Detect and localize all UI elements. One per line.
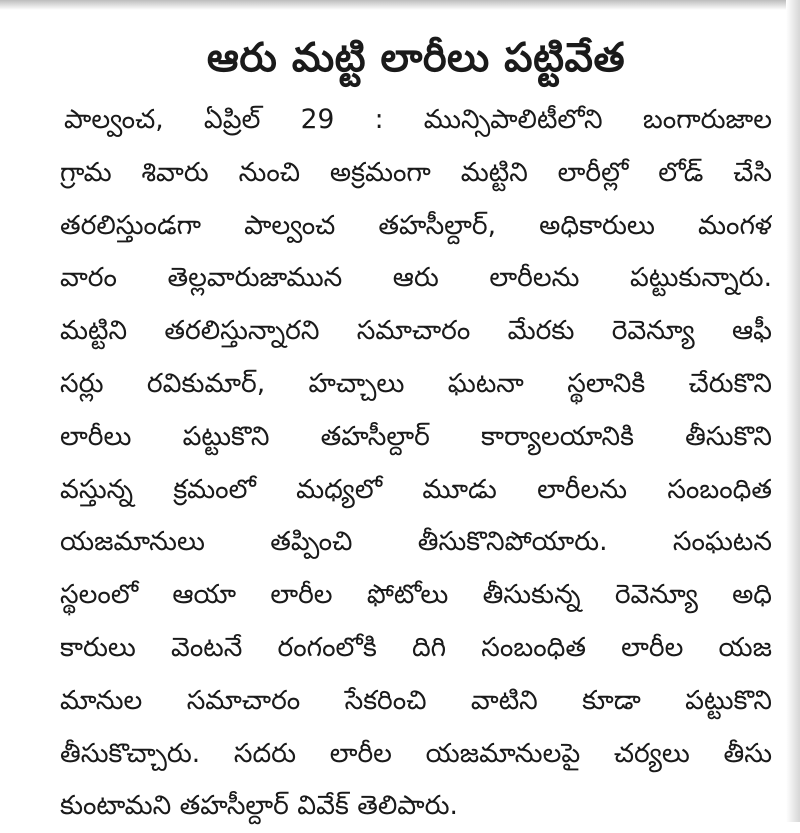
article-line: గ్రామ శివారు నుంచి అక్రమంగా మట్టిని లారీల్లో లోడ్ చేసి [60,156,772,188]
article-line: యజమానులు తప్పించి తీసుకొనిపోయారు. సంఘటన [60,526,772,558]
article-line: స్థలంలో ఆయా లారీల ఫోటోలు తీసుకున్న రెవెన్యూ అధి [60,579,772,611]
article-line: మానుల సమాచారం సేకరించి వాటిని కూడా పట్టుకొని [60,684,772,716]
article-line: సర్లు రవికుమార్, హచ్చాలు ఘటనా స్థలానికి చేరుకొని [60,367,772,399]
article-line: కారులు వెంటనే రంగంలోకి దిగి సంబంధిత లారీల యజ [60,631,772,663]
page-edge-shadow [786,0,800,822]
article-headline: ఆరు మట్టి లారీలు పట్టివేత [206,35,626,81]
article-line: తీసుకొచ్చారు. సదరు లారీల యజమానులపై చర్యలు తీసు [60,737,772,769]
article-line: మట్టిని తరలిస్తున్నారని సమాచారం మేరకు రెవెన్యూ ఆఫీ [60,315,772,347]
article-line: లారీలు పట్టుకొని తహసీల్దార్ కార్యాలయానికి తీసుకొని [60,420,772,452]
top-border [0,0,800,10]
article-line: వారం తెల్లవారుజామున ఆరు లారీలను పట్టుకున్నారు. [60,262,772,294]
news-article [60,22,772,833]
article-line: కుంటామని తహసీల్దార్ వివేక్ తెలిపారు. [60,790,458,822]
article-body [60,94,772,833]
article-line: తరలిస్తుండగా పాల్వంచ తహసీల్దార్, అధికారులు మంగళ [60,209,772,241]
article-line: వస్తున్న క్రమంలో మధ్యలో మూడు లారీలను సంబంధిత [60,473,772,505]
article-line: పాల్వంచ, ఏప్రిల్ 29 : మున్సిపాలిటీలోని బంగారుజాల [64,104,772,135]
